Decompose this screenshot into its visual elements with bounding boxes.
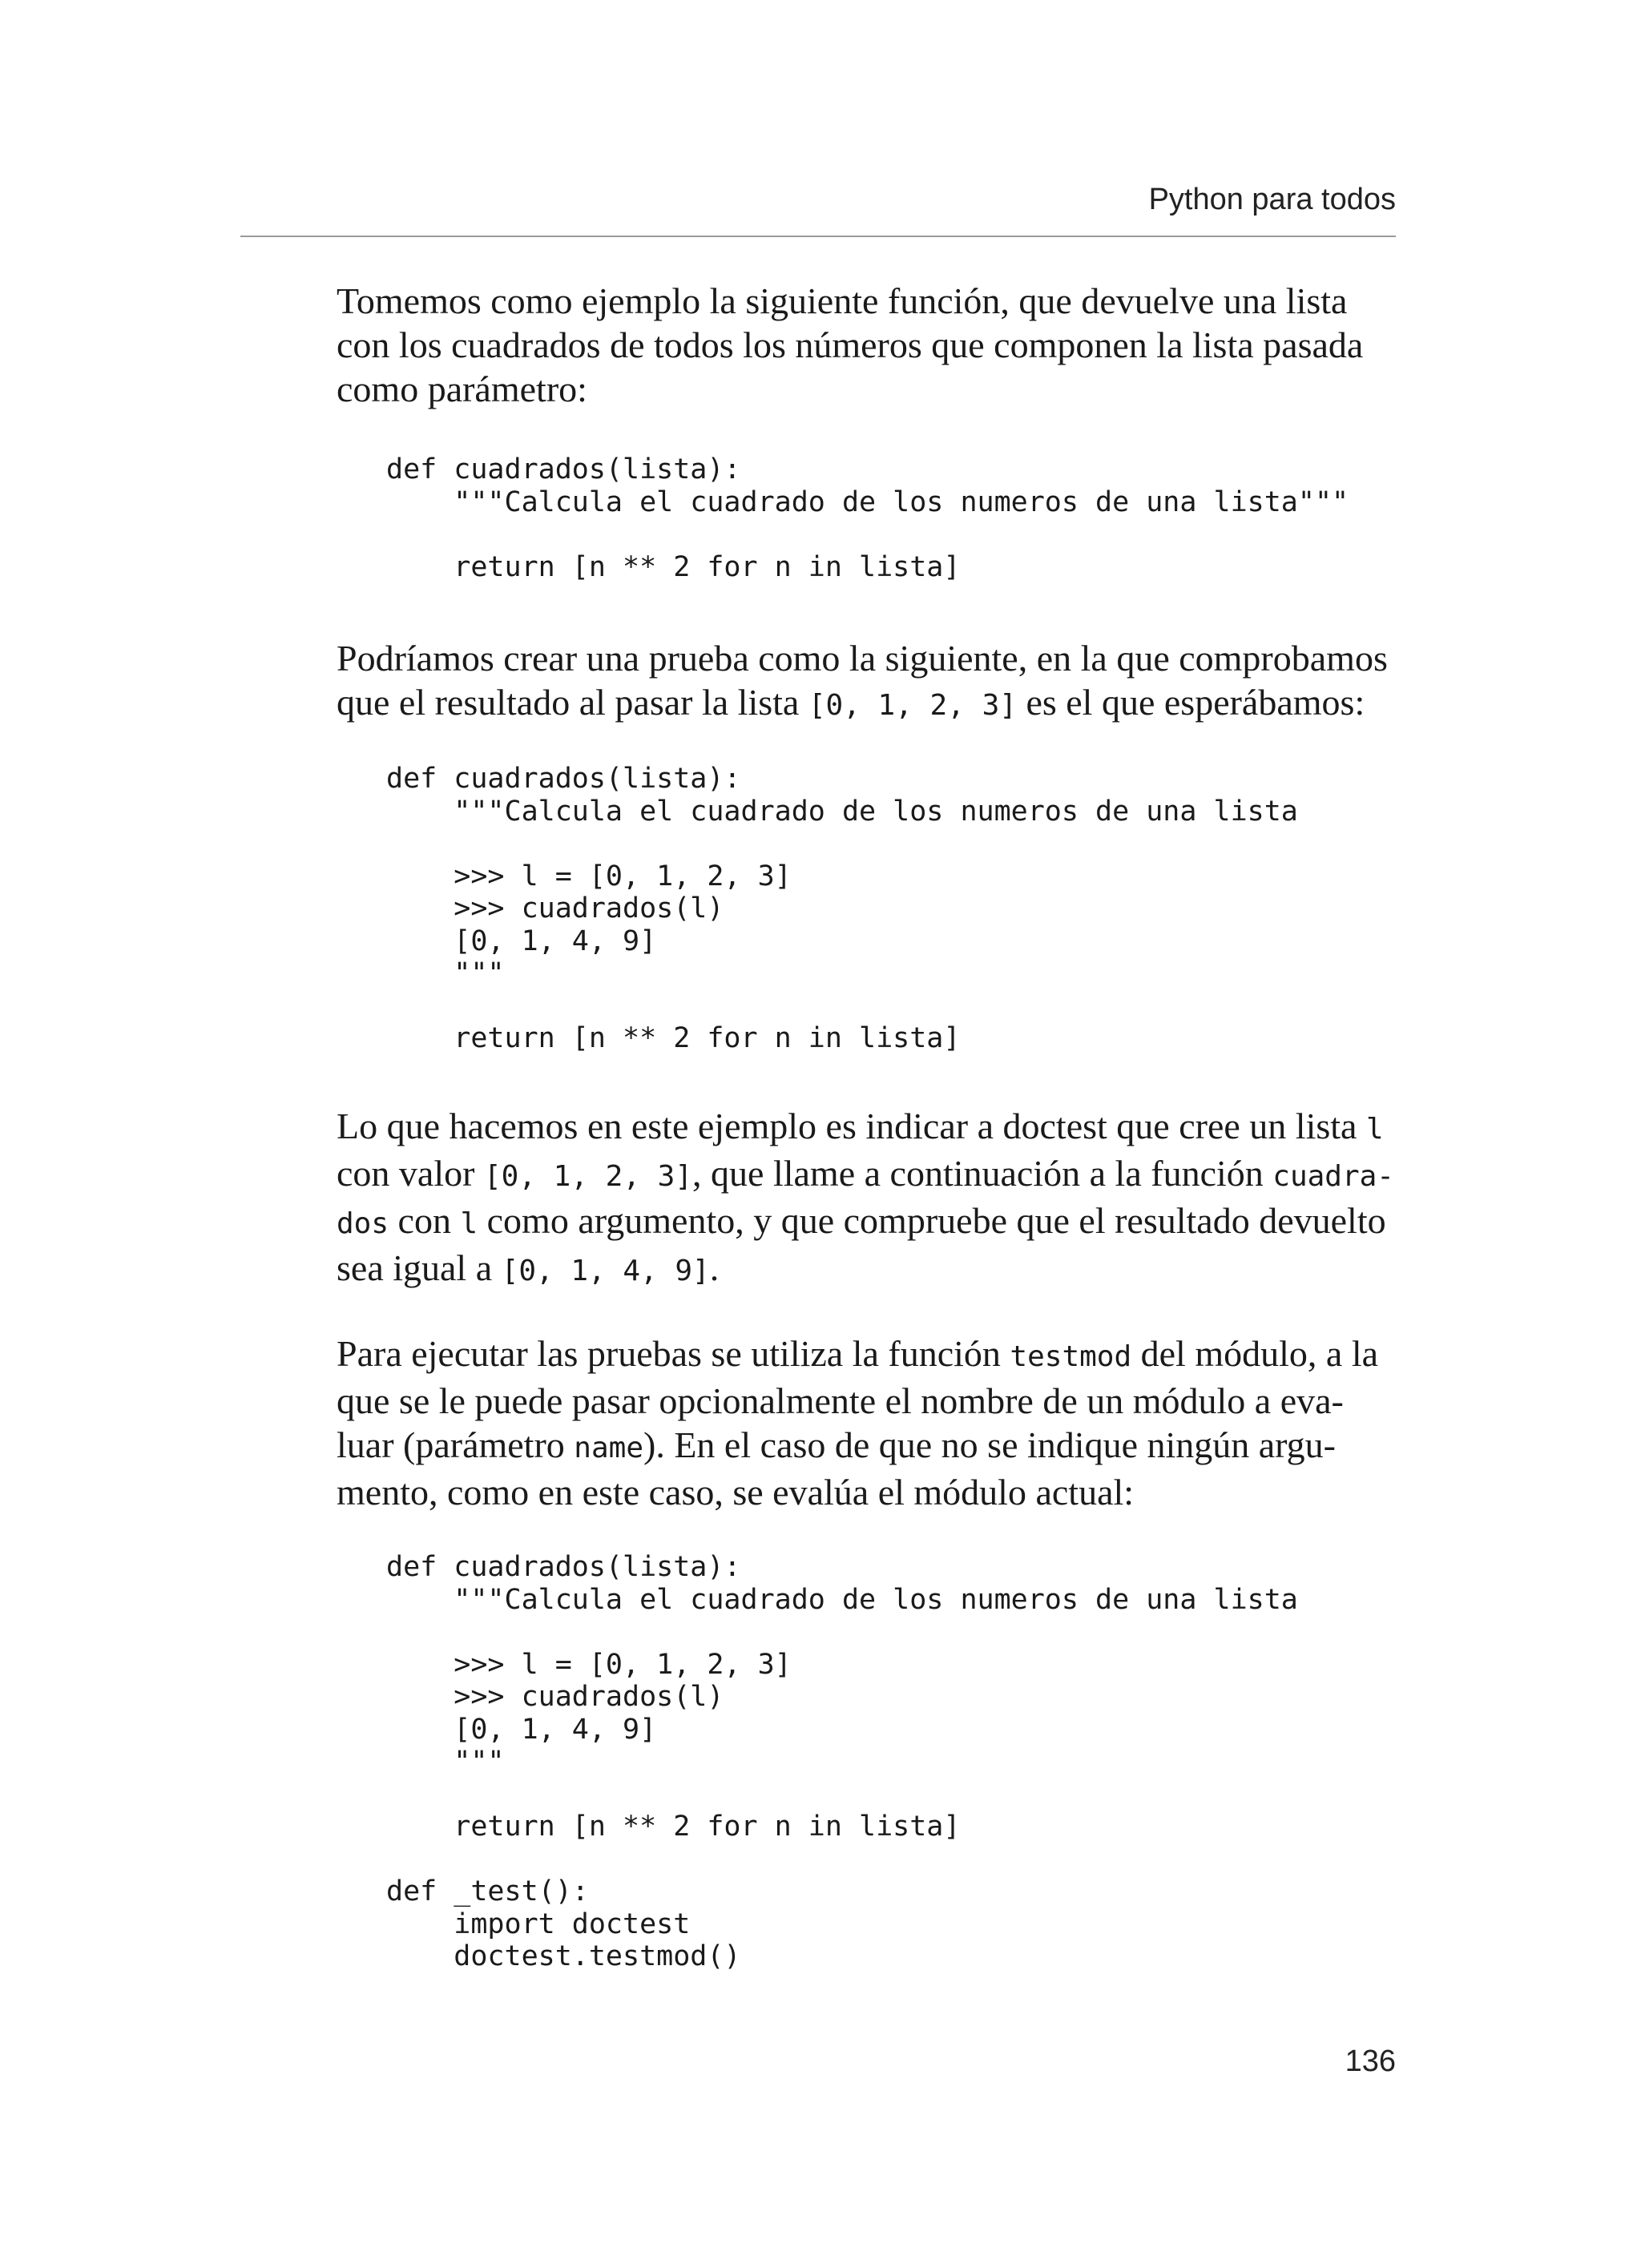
code-block-doctest: def cuadrados(lista): """Calcula el cuadrado de los numeros de una lista >>> l = [0, 1, 2, 3] >>> cuadrados(l) [0, 1, 4, 9] """ return [n ** 2 for n in lista] [386,763,1298,1054]
paragraph-prueba [337,636,1396,727]
inline-code: cuadra-dos [337,1160,1394,1240]
inline-code: [0, 1, 2, 3] [483,1160,693,1193]
paragraph-explicacion [337,1104,1396,1293]
inline-code: testmod [1010,1340,1132,1373]
page-number: 136 [1345,2044,1396,2078]
text-run: es el que esperábamos: [1016,682,1365,723]
text-run: Podríamos crear una prueba como la siguiente, en la que comprobamos que el resultado al pasar la lista [337,638,1388,723]
text-run: , que llame a continuación a la función [692,1153,1273,1194]
header-rule [240,236,1396,237]
text-run: ). En el caso de que no se indique ningún argu-mento, como en este caso, se evalúa el módulo actual: [337,1424,1336,1513]
text-run: Lo que hacemos en este ejemplo es indicar a doctest que cree un lista [337,1106,1366,1146]
inline-code: l [1365,1113,1384,1146]
inline-code: name [574,1432,643,1464]
inline-code: l [460,1207,478,1240]
text-run: . [709,1247,720,1288]
inline-code: [0, 1, 2, 3] [808,689,1017,722]
text-run: como argumento, y que compruebe que el resultado devuelto sea igual a [337,1200,1386,1288]
text-run: del módulo, a la que se le puede pasar opcionalmente el nombre de un módulo a eva-luar (parámetro [337,1333,1379,1465]
running-head-title: Python para todos [1148,183,1396,216]
inline-code: [0, 1, 4, 9] [501,1255,710,1287]
code-block-cuadrados: def cuadrados(lista): """Calcula el cuadrado de los numeros de una lista""" return [n ** 2 for n in lista] [386,453,1349,583]
text-run: Para ejecutar las pruebas se utiliza la función [337,1333,1010,1374]
text-run: con [389,1200,461,1241]
text-run: con valor [337,1153,484,1194]
paragraph-testmod [337,1331,1396,1514]
paragraph-intro: Tomemos como ejemplo la siguiente función, que devuelve una lista con los cuadrados de todos los números que componen la lista pasada como parámetro: [337,280,1364,409]
code-block-testmod: def cuadrados(lista): """Calcula el cuadrado de los numeros de una lista >>> l = [0, 1, 2, 3] >>> cuadrados(l) [0, 1, 4, 9] """ return [n ** 2 for n in lista] def _test(): import doctest doctest.testmod() [386,1551,1298,1972]
